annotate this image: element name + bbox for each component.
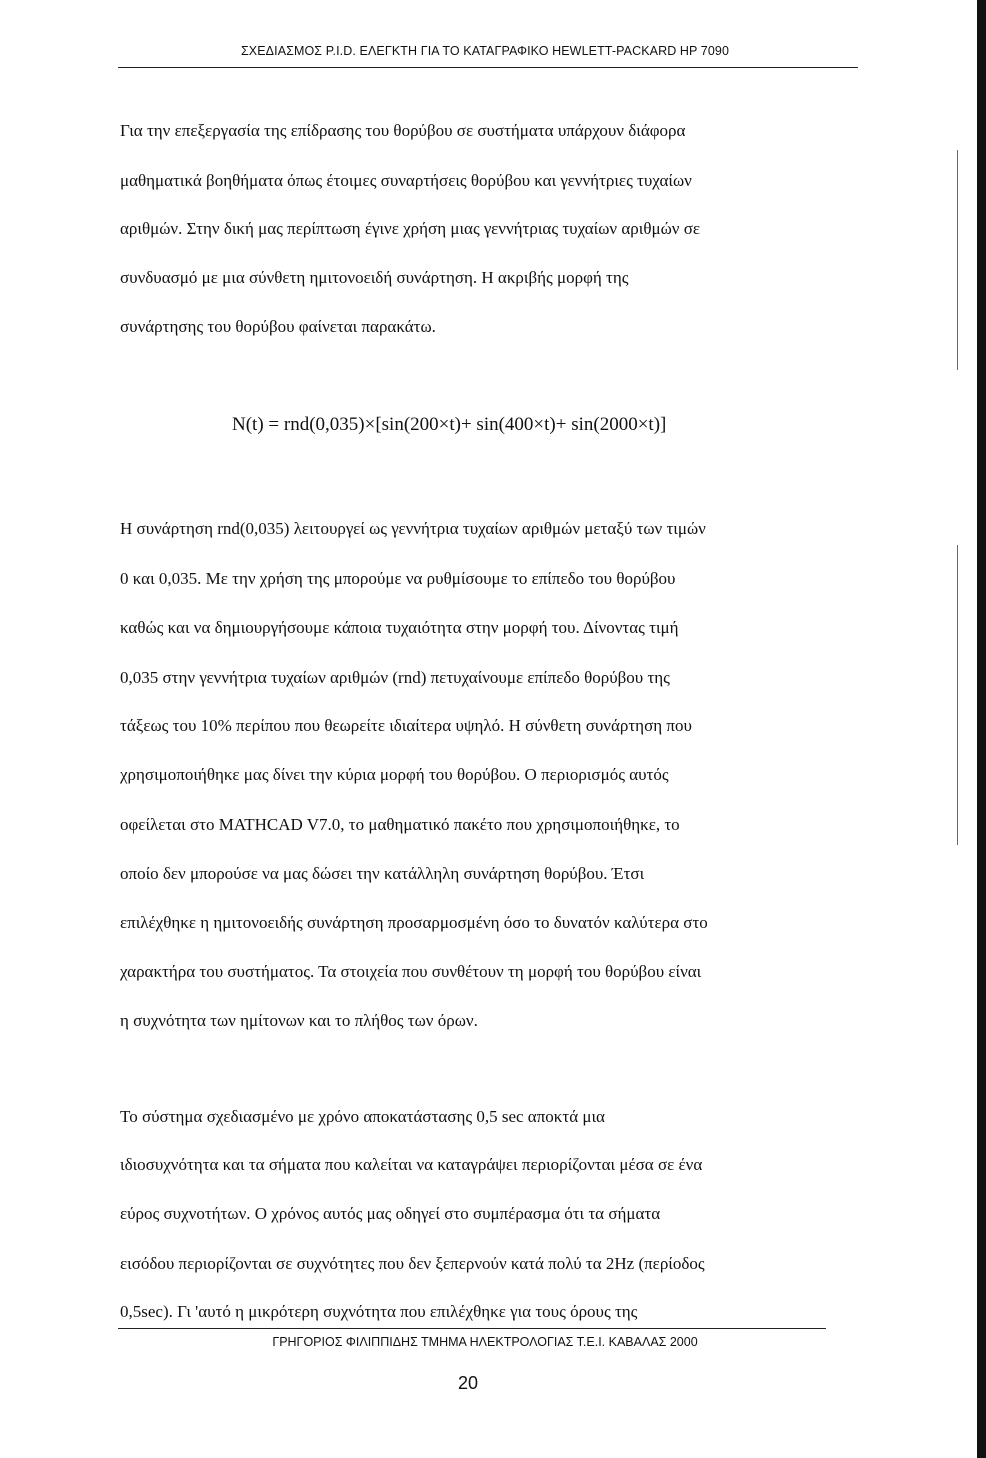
noise-formula: N(t) = rnd(0,035)×[sin(200×t)+ sin(400×t)+ sin(2000×t)] [232, 414, 667, 435]
text-line: μαθηματικά βοηθήματα όπως έτοιμες συναρτήσεις θορύβου και γεννήτριες τυχαίων [120, 171, 692, 190]
footer-rule [118, 1328, 826, 1329]
text-line: οφείλεται στο MATHCAD V7.0, το μαθηματικό πακέτο που χρησιμοποιήθηκε, το [120, 815, 680, 834]
scan-edge-bar [977, 0, 986, 1458]
text-line: Το σύστημα σχεδιασμένο με χρόνο αποκατάστασης 0,5 sec αποκτά μια [120, 1107, 605, 1126]
text-line: εισόδου περιορίζονται σε συχνότητες που δεν ξεπερνούν κατά πολύ τα 2Hz (περίοδος [120, 1254, 705, 1273]
page-number: 20 [457, 1373, 479, 1393]
text-line: οποίο δεν μπορούσε να μας δώσει την κατάλληλη συνάρτηση θορύβου. Έτσι [120, 864, 645, 883]
text-line: συνάρτησης του θορύβου φαίνεται παρακάτω. [120, 317, 436, 336]
text-line: Για την επεξεργασία της επίδρασης του θορύβου σε συστήματα υπάρχουν διάφορα [120, 121, 686, 140]
text-line: χαρακτήρα του συστήματος. Τα στοιχεία που συνθέτουν τη μορφή του θορύβου είναι [120, 962, 702, 981]
text-line: εύρος συχνοτήτων. Ο χρόνος αυτός μας οδηγεί στο συμπέρασμα ότι τα σήματα [120, 1204, 661, 1223]
text-line: 0 και 0,035. Με την χρήση της μπορούμε να ρυθμίσουμε το επίπεδο του θορύβου [120, 569, 676, 588]
text-line: ιδιοσυχνότητα και τα σήματα που καλείται να καταγράψει περιορίζονται μέσα σε ένα [120, 1155, 703, 1174]
text-line: 0,5sec). Γι 'αυτό η μικρότερη συχνότητα που επιλέχθηκε για τους όρους της [120, 1302, 638, 1321]
text-line: αριθμών. Στην δική μας περίπτωση έγινε χρήση μιας γεννήτριας τυχαίων αριθμών σε [120, 219, 701, 238]
text-line: 0,035 στην γεννήτρια τυχαίων αριθμών (rnd) πετυχαίνουμε επίπεδο θορύβου της [120, 668, 670, 687]
text-line: χρησιμοποιήθηκε μας δίνει την κύρια μορφή του θορύβου. Ο περιορισμός αυτός [120, 765, 669, 784]
text-line: επιλέχθηκε η ημιτονοειδής συνάρτηση προσαρμοσμένη όσο το δυνατόν καλύτερα στο [120, 913, 708, 932]
text-line: συνδυασμό με μια σύνθετη ημιτονοειδή συνάρτηση. Η ακριβής μορφή της [120, 268, 629, 287]
text-line: καθώς και να δημιουργήσουμε κάποια τυχαιότητα στην μορφή του. Δίνοντας τιμή [120, 618, 679, 637]
text-line: Η συνάρτηση rnd(0,035) λειτουργεί ως γεννήτρια τυχαίων αριθμών μεταξύ των τιμών [120, 519, 706, 538]
running-footer: ΓΡΗΓΟΡΙΟΣ ΦΙΛΙΠΠΙΔΗΣ ΤΜΗΜΑ ΗΛΕΚΤΡΟΛΟΓΙΑΣ Τ.Ε.Ι. ΚΑΒΑΛΑΣ 2000 [272, 1335, 698, 1349]
text-line: τάξεως του 10% περίπου που θεωρείτε ιδιαίτερα υψηλό. Η σύνθετη συνάρτηση που [120, 716, 692, 735]
scan-margin-line [957, 545, 958, 845]
running-header: ΣΧΕΔΙΑΣΜΟΣ Ρ.Ι.D. ΕΛΕΓΚΤΗ ΓΙΑ ΤΟ ΚΑΤΑΓΡΑΦΙΚΟ HEWLETT-PACKARD HP 7090 [240, 44, 730, 58]
text-line: η συχνότητα των ημίτονων και το πλήθος των όρων. [120, 1011, 478, 1030]
header-rule [118, 67, 858, 68]
scan-margin-line [957, 150, 958, 370]
